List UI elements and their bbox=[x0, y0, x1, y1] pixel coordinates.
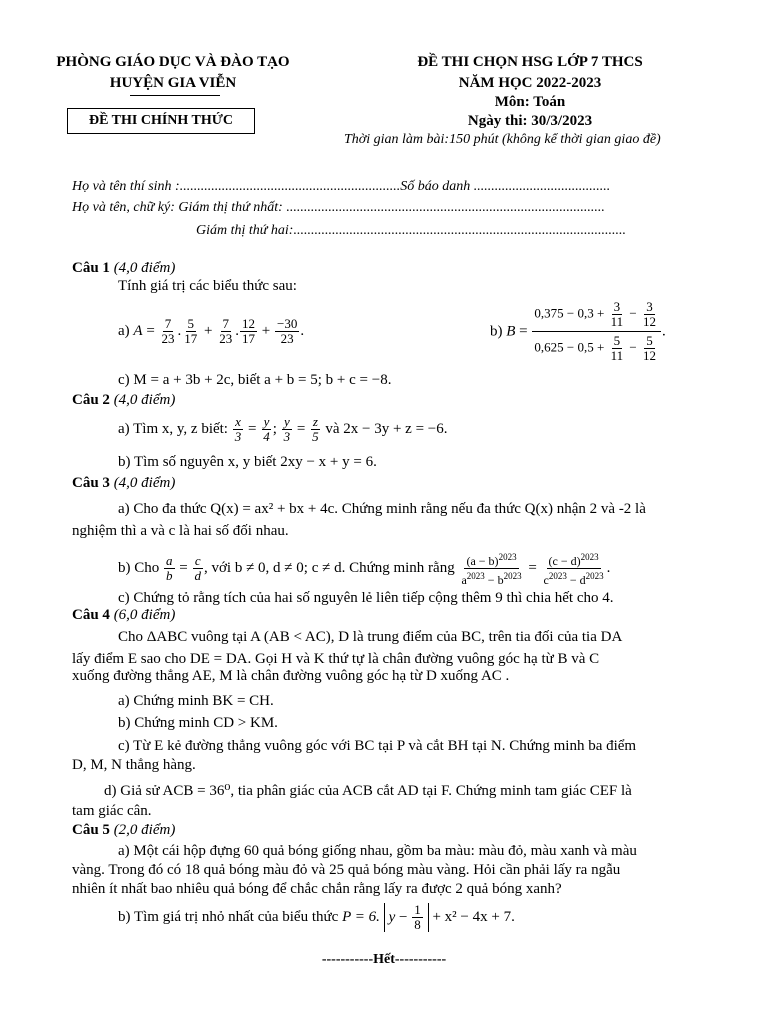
q1-heading bbox=[72, 258, 175, 278]
q3-a-line2: nghiệm thì a và c là hai số đối nhau. bbox=[72, 523, 289, 539]
q5-heading bbox=[72, 820, 175, 840]
q1-a-label: a) bbox=[118, 323, 130, 339]
department-name: PHÒNG GIÁO DỤC VÀ ĐÀO TẠO bbox=[56, 54, 290, 70]
q5-b-expr-right: + x² − 4x + 7. bbox=[432, 909, 515, 925]
q2-title: Câu 2 bbox=[72, 392, 110, 408]
q1-b-expression: b) B = 0,375 − 0,3 + $\frac{3}{11}$ − $\frac{3}{12}$ 0,625 − 0,5 + $\frac{5}{11}$ − $\frac{5}{12}$ . bbox=[490, 299, 666, 363]
q5-abs-value: y − $\frac{1}{8}$ bbox=[384, 903, 429, 932]
q4-points: (6,0 điểm) bbox=[113, 607, 176, 623]
q4-c1: c) Từ E kẻ đường thẳng vuông góc với BC tại P và cắt BH tại N. Chứng minh ba điểm bbox=[118, 738, 637, 754]
q5-title: Câu 5 bbox=[72, 822, 110, 838]
q4-d1: d) Giả sử ACB = 36⁰, tia phân giác của ACB cắt AD tại F. Chứng minh tam giác CEF là bbox=[104, 783, 632, 799]
q2-a-suffix: và 2x − 3y + z = −6. bbox=[325, 421, 448, 437]
q4-intro3: xuống đường thẳng AE, M là chân đường vuông góc hạ từ D xuống AC . bbox=[72, 668, 510, 684]
q2-a: a) Tìm x, y, z biết: $\frac{x}{3}$ = $\frac{y}{4}$ ; $\frac{y}{3}$ = $\frac{z}{5}$ và 2x − 3y + z = −6. bbox=[118, 414, 448, 445]
q4-d2: tam giác cân. bbox=[72, 803, 152, 819]
q5-a2: vàng. Trong đó có 18 quả bóng màu đỏ và 25 quả bóng màu vàng. Hỏi cần phải lấy ra ngẫu bbox=[72, 862, 621, 878]
q4-b: b) Chứng minh CD > KM. bbox=[118, 715, 278, 731]
q3-b-prefix: b) Cho bbox=[118, 559, 160, 576]
q1-title: Câu 1 bbox=[72, 260, 110, 276]
q1-points: (4,0 điểm) bbox=[113, 260, 176, 276]
q3-b-mid: , với b ≠ 0, d ≠ 0; c ≠ d. Chứng minh rằng bbox=[203, 559, 455, 576]
official-exam-box: ĐỀ THI CHÍNH THỨC bbox=[67, 108, 255, 134]
q3-points: (4,0 điểm) bbox=[113, 475, 176, 491]
exam-end-marker: -----------Hết----------- bbox=[321, 952, 447, 967]
q3-title: Câu 3 bbox=[72, 475, 110, 491]
q4-c2: D, M, N thẳng hàng. bbox=[72, 757, 196, 773]
school-year: NĂM HỌC 2022-2023 bbox=[458, 75, 602, 91]
q5-a1: a) Một cái hộp đựng 60 quả bóng giống nhau, gồm ba màu: màu đỏ, màu xanh và màu bbox=[118, 843, 637, 859]
q2-a-prefix: a) Tìm x, y, z biết: bbox=[118, 421, 228, 437]
q4-a: a) Chứng minh BK = CH. bbox=[118, 693, 274, 709]
proctor2-line: Giám thị thứ hai:............................................................................................... bbox=[196, 223, 626, 238]
proctor1-line: Họ và tên, chữ ký: Giám thị thứ nhất: ........................................................................................... bbox=[72, 200, 605, 215]
q4-intro2: lấy điểm E sao cho DE = DA. Gọi H và K thứ tự là chân đường vuông góc hạ từ B và C bbox=[72, 651, 600, 667]
q5-a3: nhiên ít nhất bao nhiêu quả bóng để chắc chắn rằng lấy ra được 2 quả bóng xanh? bbox=[72, 881, 562, 897]
q2-b: b) Tìm số nguyên x, y biết 2xy − x + y = 6. bbox=[118, 454, 377, 470]
q3-c: c) Chứng tỏ rằng tích của hai số nguyên lẻ liên tiếp cộng thêm 9 thì chia hết cho 4. bbox=[118, 590, 614, 606]
header-underline bbox=[130, 95, 220, 96]
q2-points: (4,0 điểm) bbox=[113, 392, 176, 408]
district-name: HUYỆN GIA VIỄN bbox=[109, 75, 237, 91]
q1-c: c) M = a + 3b + 2c, biết a + b = 5; b + c = −8. bbox=[118, 372, 392, 388]
q3-a-line1: a) Cho đa thức Q(x) = ax² + bx + 4c. Chứng minh rằng nếu đa thức Q(x) nhận 2 và -2 là bbox=[118, 501, 646, 517]
exam-title: ĐỀ THI CHỌN HSG LỚP 7 THCS bbox=[417, 54, 643, 70]
q4-heading bbox=[72, 605, 175, 625]
q5-points: (2,0 điểm) bbox=[113, 822, 176, 838]
exam-date: Ngày thi: 30/3/2023 bbox=[467, 113, 593, 129]
q4-intro1: Cho ΔABC vuông tại A (AB < AC), D là trung điểm của BC, trên tia đối của tia DA bbox=[118, 629, 623, 645]
candidate-name-line: Họ và tên thí sinh :...............................................................Số báo danh ....................................... bbox=[72, 179, 611, 194]
q1-a-expression: a) A = $\frac{7}{23}$ . $\frac{5}{17}$ + $\frac{7}{23}$ . $\frac{12}{17}$ + $\frac{-30}{23}$ . bbox=[118, 316, 305, 347]
q3-heading bbox=[72, 473, 175, 493]
q5-b-prefix: b) Tìm giá trị nhỏ nhất của biểu thức bbox=[118, 909, 339, 925]
q5-b bbox=[118, 900, 515, 934]
q4-title: Câu 4 bbox=[72, 607, 110, 623]
subject: Môn: Toán bbox=[494, 94, 566, 110]
q1-b-label: b) bbox=[490, 323, 503, 340]
exam-duration: Thời gian làm bài:150 phút (không kể thời gian giao đề) bbox=[344, 132, 661, 147]
q2-heading bbox=[72, 390, 175, 410]
q3-b: b) Cho $\frac{a}{b}$ = $\frac{c}{d}$ , với b ≠ 0, d ≠ 0; c ≠ d. Chứng minh rằng $\frac{(a - b)^{2023}}{a^{2023} - b^{2023}}$ = $\frac{(c - d)^{2023}}{c^{2023} - d^{2023}}$ . bbox=[118, 552, 611, 587]
q5-b-expr-left: P = 6. bbox=[342, 909, 380, 925]
q1-intro: Tính giá trị các biểu thức sau: bbox=[118, 278, 297, 294]
